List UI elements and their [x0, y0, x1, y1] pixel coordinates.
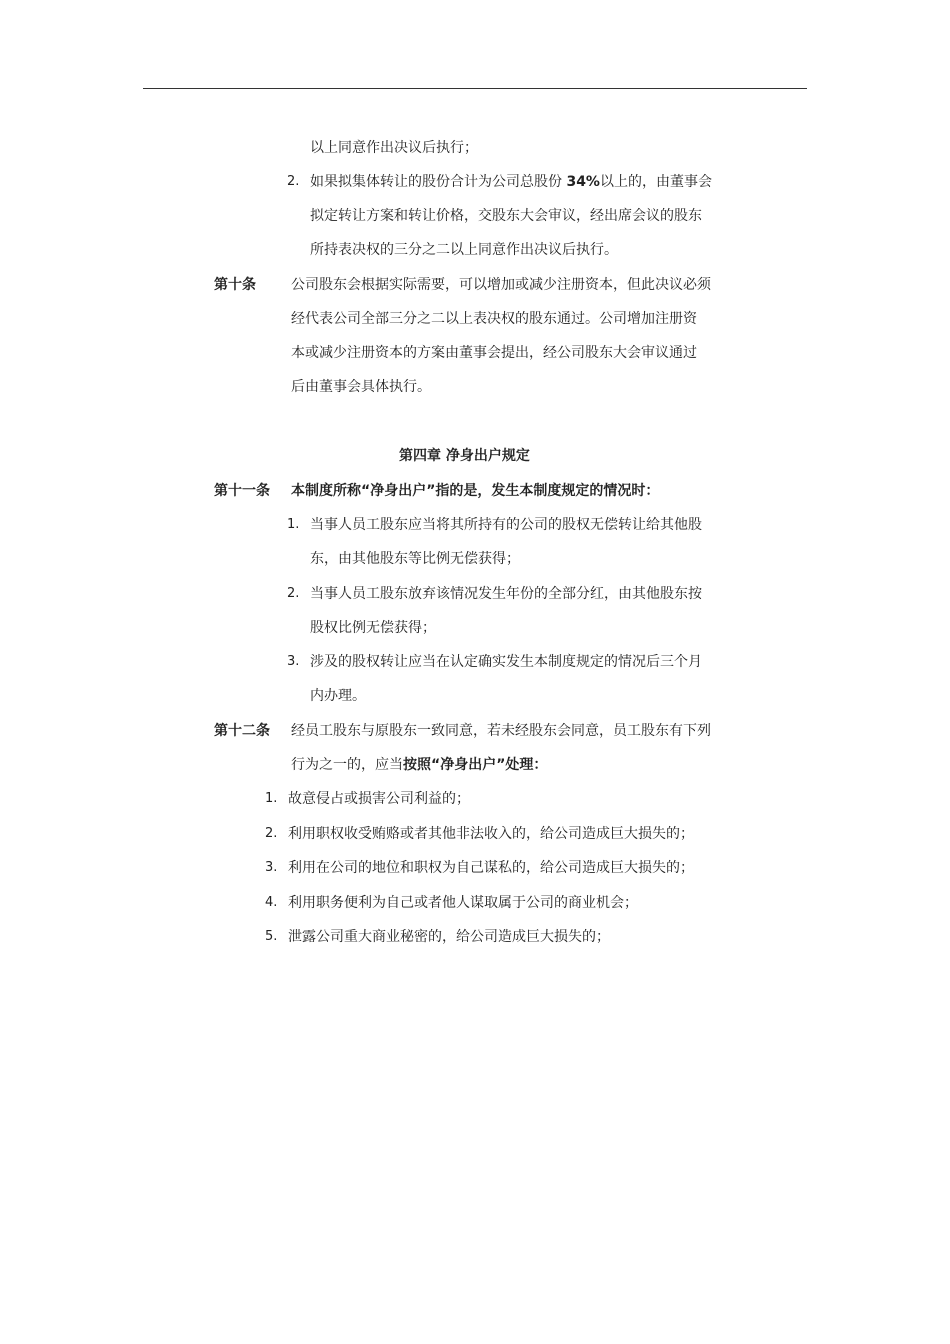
text-segment: 如果拟集体转让的股份合计为公司总股份: [310, 174, 567, 190]
text-segment-bold: 按照“净身出户”处理：: [403, 757, 548, 773]
article-line: 经代表公司全部三分之二以上表决权的股东通过。公司增加注册资: [291, 311, 697, 327]
list-item-line: 当事人员工股东应当将其所持有的公司的股权无偿转让给其他股: [310, 517, 702, 533]
article-line: [291, 756, 547, 774]
list-number: 3.: [287, 654, 300, 669]
list-item-line: 所持表决权的三分之二以上同意作出决议后执行。: [310, 242, 618, 258]
article-line: 本或减少注册资本的方案由董事会提出，经公司股东大会审议通过: [291, 345, 697, 361]
header-rule: [143, 88, 807, 89]
list-item-line: 股权比例无偿获得；: [310, 620, 436, 636]
list-item-line: 东，由其他股东等比例无偿获得；: [310, 551, 520, 567]
article-label: 第十二条: [214, 723, 270, 739]
list-number: 3.: [265, 860, 278, 875]
list-number: 1.: [265, 791, 278, 806]
list-number: 5.: [265, 929, 278, 944]
list-item-line: 内办理。: [310, 688, 366, 704]
article-line: 经员工股东与原股东一致同意，若未经股东会同意，员工股东有下列: [291, 723, 711, 739]
percent-value: 34%: [566, 174, 600, 190]
article-label: 第十一条: [214, 483, 270, 499]
list-item-line: [310, 173, 712, 191]
list-item-line: 利用在公司的地位和职权为自己谋私的，给公司造成巨大损失的；: [288, 860, 694, 876]
list-number: 4.: [265, 895, 278, 910]
text-segment: 以上的，由董事会: [599, 174, 712, 190]
list-item-line: 利用职权收受贿赂或者其他非法收入的，给公司造成巨大损失的；: [288, 826, 694, 842]
list-item-line: 当事人员工股东放弃该情况发生年份的全部分红，由其他股东按: [310, 586, 702, 602]
list-item-line: 故意侵占或损害公司利益的；: [288, 791, 470, 807]
list-item-line: 泄露公司重大商业秘密的，给公司造成巨大损失的；: [288, 929, 610, 945]
list-item-line: 涉及的股权转让应当在认定确实发生本制度规定的情况后三个月: [310, 654, 702, 670]
article-line: 后由董事会具体执行。: [291, 379, 431, 395]
list-number: 2.: [287, 174, 300, 189]
list-item-line: 利用职务便利为自己或者他人谋取属于公司的商业机会；: [288, 895, 638, 911]
list-number: 2.: [265, 826, 278, 841]
article-label: 第十条: [214, 277, 256, 293]
continuation-line: 以上同意作出决议后执行；: [310, 140, 478, 156]
chapter-heading: 第四章 净身出户规定: [399, 448, 530, 464]
list-number: 1.: [287, 517, 300, 532]
list-number: 2.: [287, 586, 300, 601]
article-line: 公司股东会根据实际需要，可以增加或减少注册资本，但此决议必须: [291, 277, 711, 293]
article-line: 本制度所称“净身出户”指的是，发生本制度规定的情况时：: [291, 483, 660, 499]
list-item-line: 拟定转让方案和转让价格，交股东大会审议，经出席会议的股东: [310, 208, 702, 224]
text-segment: 行为之一的，应当: [291, 757, 403, 773]
